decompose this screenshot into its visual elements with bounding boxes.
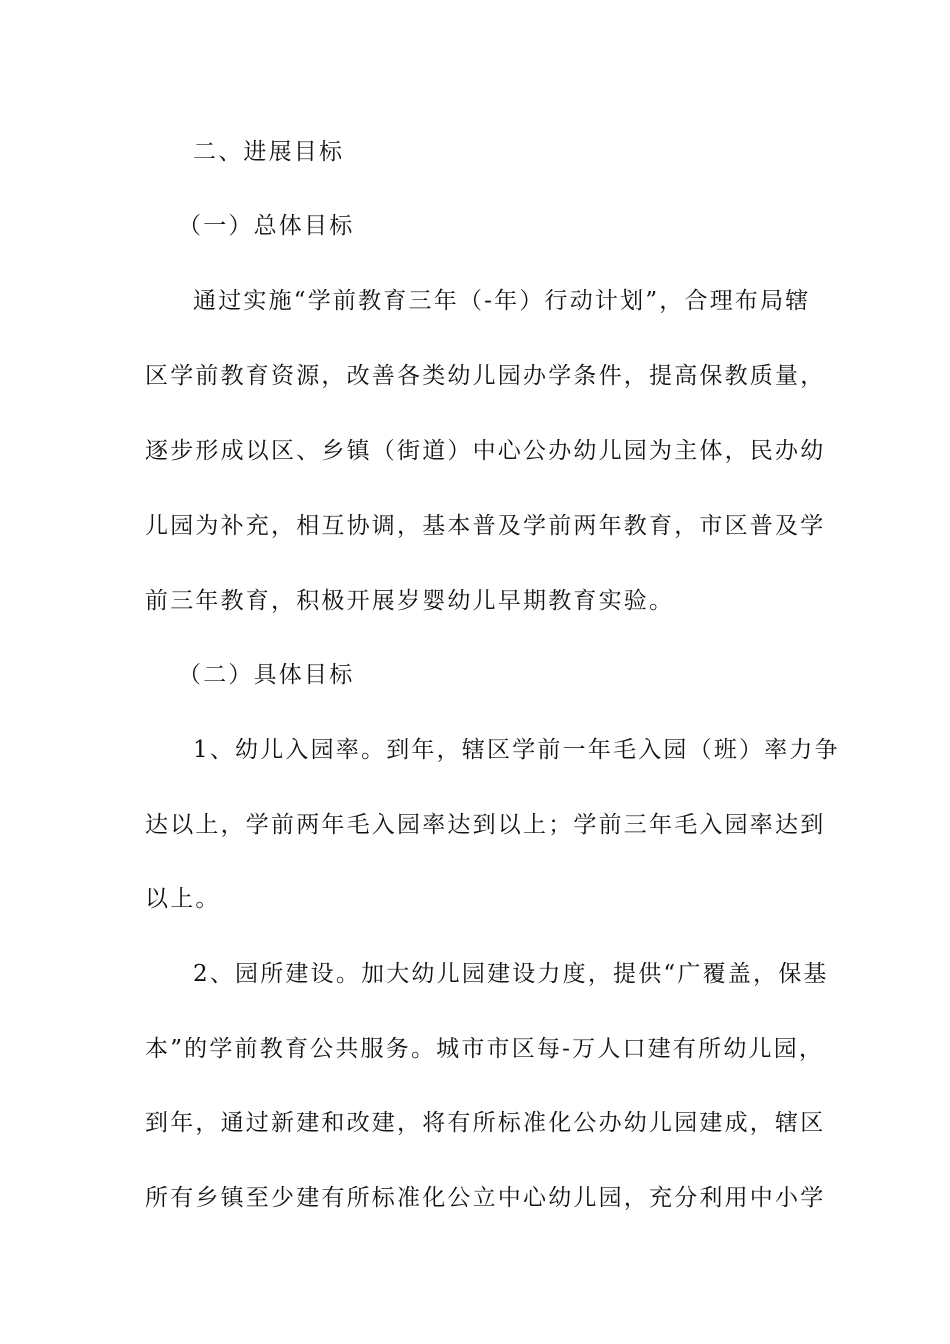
paragraph-line: 区学前教育资源，改善各类幼儿园办学条件，提高保教质量， bbox=[145, 363, 826, 389]
paragraph-line: 本”的学前教育公共服务。城市市区每-万人口建有所幼儿园， bbox=[145, 1036, 825, 1062]
paragraph-line: 儿园为补充，相互协调，基本普及学前两年教育，市区普及学 bbox=[145, 513, 826, 539]
paragraph-line: 所有乡镇至少建有所标准化公立中心幼儿园，充分利用中小学 bbox=[145, 1185, 826, 1211]
paragraph-line: 2、园所建设。加大幼儿园建设力度，提供“广覆盖，保基 bbox=[193, 961, 829, 987]
paragraph-line: 1、幼儿入园率。到年，辖区学前一年毛入园（班）率力争 bbox=[193, 737, 840, 763]
paragraph-line: 逐步形成以区、乡镇（街道）中心公办幼儿园为主体，民办幼 bbox=[145, 438, 826, 464]
paragraph-line: 前三年教育，积极开展岁婴幼儿早期教育实验。 bbox=[145, 588, 675, 614]
paragraph-line: 以上。 bbox=[145, 886, 221, 912]
section-heading: 二、进展目标 bbox=[193, 139, 345, 165]
paragraph-line: 通过实施“学前教育三年（-年）行动计划”，合理布局辖 bbox=[193, 288, 811, 314]
paragraph-line: 到年，通过新建和改建，将有所标准化公办幼儿园建成，辖区 bbox=[145, 1110, 826, 1136]
subsection-heading-specific: （二）具体目标 bbox=[178, 662, 355, 688]
paragraph-line: 达以上，学前两年毛入园率达到以上；学前三年毛入园率达到 bbox=[145, 812, 826, 838]
subsection-heading-overall: （一）总体目标 bbox=[178, 213, 355, 239]
